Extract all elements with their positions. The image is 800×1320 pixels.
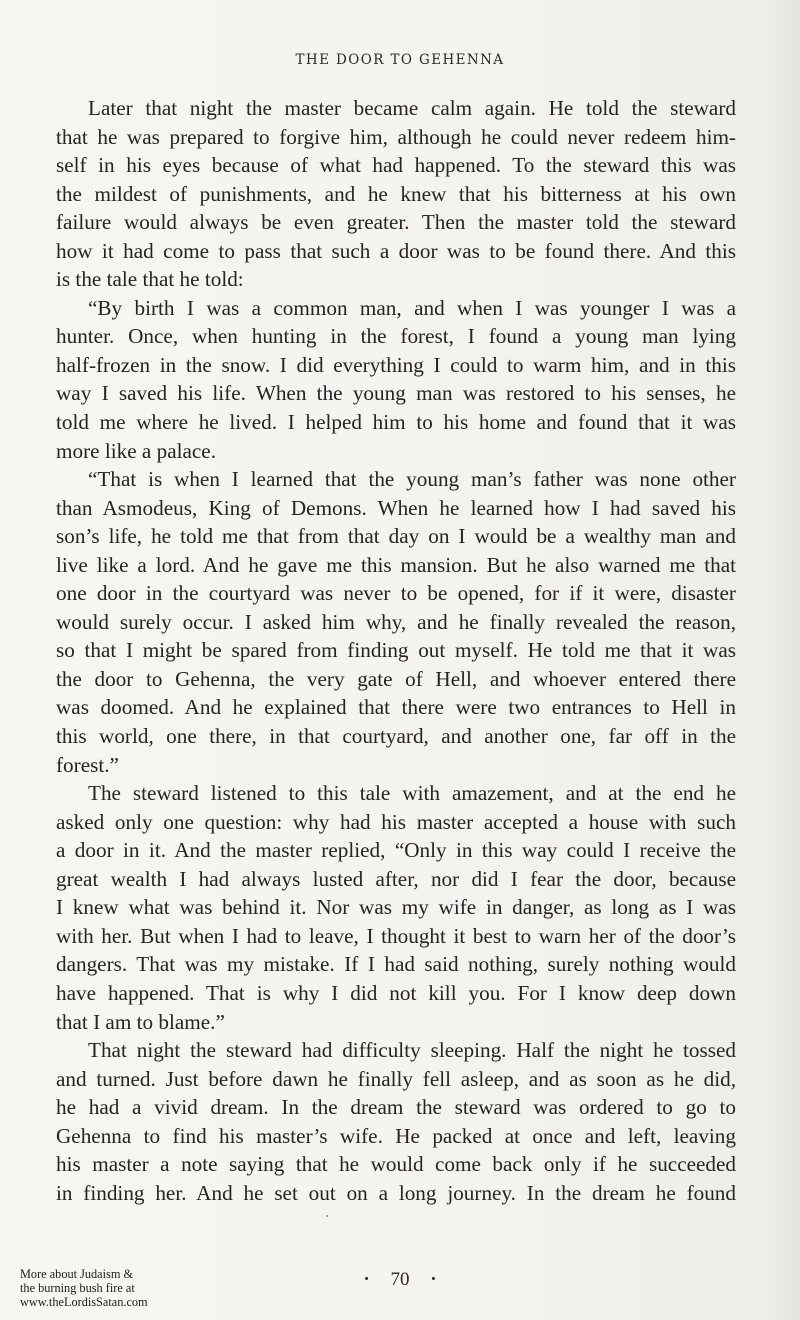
text-line: than Asmodeus, King of Demons. When he learned how I had saved his [56, 495, 736, 520]
text-line: great wealth I had always lusted after, nor did I fear the door, because [56, 866, 736, 891]
text-line: was doomed. And he explained that there were two entrances to Hell in [56, 695, 736, 720]
body-text [56, 94, 736, 1207]
text-line: how it had come to pass that such a door was to be found there. And this [56, 238, 736, 263]
text-line: that I am to blame.” [56, 1009, 225, 1034]
text-line: failure would always be even greater. Then the master told the steward [56, 210, 736, 235]
text-line: in finding her. And he set out on a long journey. In the dream he found [56, 1180, 736, 1205]
watermark-line-2: the burning bush fire at [20, 1281, 135, 1295]
text-line: asked only one question: why had his master accepted a house with such [56, 809, 736, 834]
text-line: hunter. Once, when hunting in the forest, I found a young man lying [56, 324, 736, 349]
text-line: That night the steward had difficulty sleeping. Half the night he tossed [88, 1038, 736, 1063]
watermark-line-1: More about Judaism & [20, 1267, 134, 1281]
running-head: THE DOOR TO GEHENNA [295, 52, 505, 68]
text-line: son’s life, he told me that from that day on I would be a wealthy man and [56, 524, 736, 549]
text-line: I knew what was behind it. Nor was my wife in danger, as long as I was [56, 895, 736, 920]
text-line: would surely occur. I asked him why, and he finally revealed the reason, [56, 609, 736, 634]
page-number: 70 [390, 1269, 410, 1290]
text-line: half-frozen in the snow. I did everything I could to warm him, and in this [56, 352, 736, 377]
text-line: and turned. Just before dawn he finally fell asleep, and as soon as he did, [56, 1066, 736, 1091]
text-line: his master a note saying that he would come back only if he succeeded [56, 1152, 736, 1177]
text-line: so that I might be spared from finding out myself. He told me that it was [56, 638, 736, 663]
paper-speck [326, 1215, 328, 1217]
text-line: The steward listened to this tale with amazement, and at the end he [88, 781, 736, 806]
text-line: have happened. That is why I did not kill you. For I know deep down [56, 980, 736, 1005]
folio-dot-left: · [363, 1269, 370, 1290]
text-line: one door in the courtyard was never to be opened, for if it were, disaster [56, 581, 736, 606]
text-line: told me where he lived. I helped him to his home and found that it was [56, 410, 736, 435]
text-line: the door to Gehenna, the very gate of Hell, and whoever entered there [56, 666, 736, 691]
text-line: a door in it. And the master replied, “Only in this way could I receive the [56, 838, 736, 863]
text-line: self in his eyes because of what had happened. To the steward this was [56, 153, 736, 178]
text-line: is the tale that he told: [56, 267, 244, 292]
text-line: dangers. That was my mistake. If I had said nothing, surely nothing would [56, 952, 736, 977]
text-line: Gehenna to find his master’s wife. He packed at once and left, leaving [56, 1123, 736, 1148]
text-line: more like a palace. [56, 438, 216, 463]
text-line: that he was prepared to forgive him, although he could never redeem him- [56, 124, 736, 149]
folio-dot-right: · [430, 1269, 437, 1290]
text-line: this world, one there, in that courtyard, and another one, far off in the [56, 724, 736, 749]
text-line: with her. But when I had to leave, I thought it best to warn her of the door’s [56, 923, 736, 948]
text-line: way I saved his life. When the young man was restored to his senses, he [56, 381, 736, 406]
text-line: forest.” [56, 752, 119, 777]
text-line: “That is when I learned that the young man’s father was none other [88, 467, 736, 492]
watermark-note [20, 1267, 190, 1309]
watermark-line-3: www.theLordisSatan.com [20, 1295, 148, 1309]
text-line: he had a vivid dream. In the dream the steward was ordered to go to [56, 1095, 736, 1120]
text-line: live like a lord. And he gave me this mansion. But he also warned me that [56, 552, 736, 577]
text-line: Later that night the master became calm again. He told the steward [88, 96, 736, 120]
text-line: the mildest of punishments, and he knew that his bitterness at his own [56, 181, 736, 206]
text-line: “By birth I was a common man, and when I was younger I was a [88, 295, 736, 320]
